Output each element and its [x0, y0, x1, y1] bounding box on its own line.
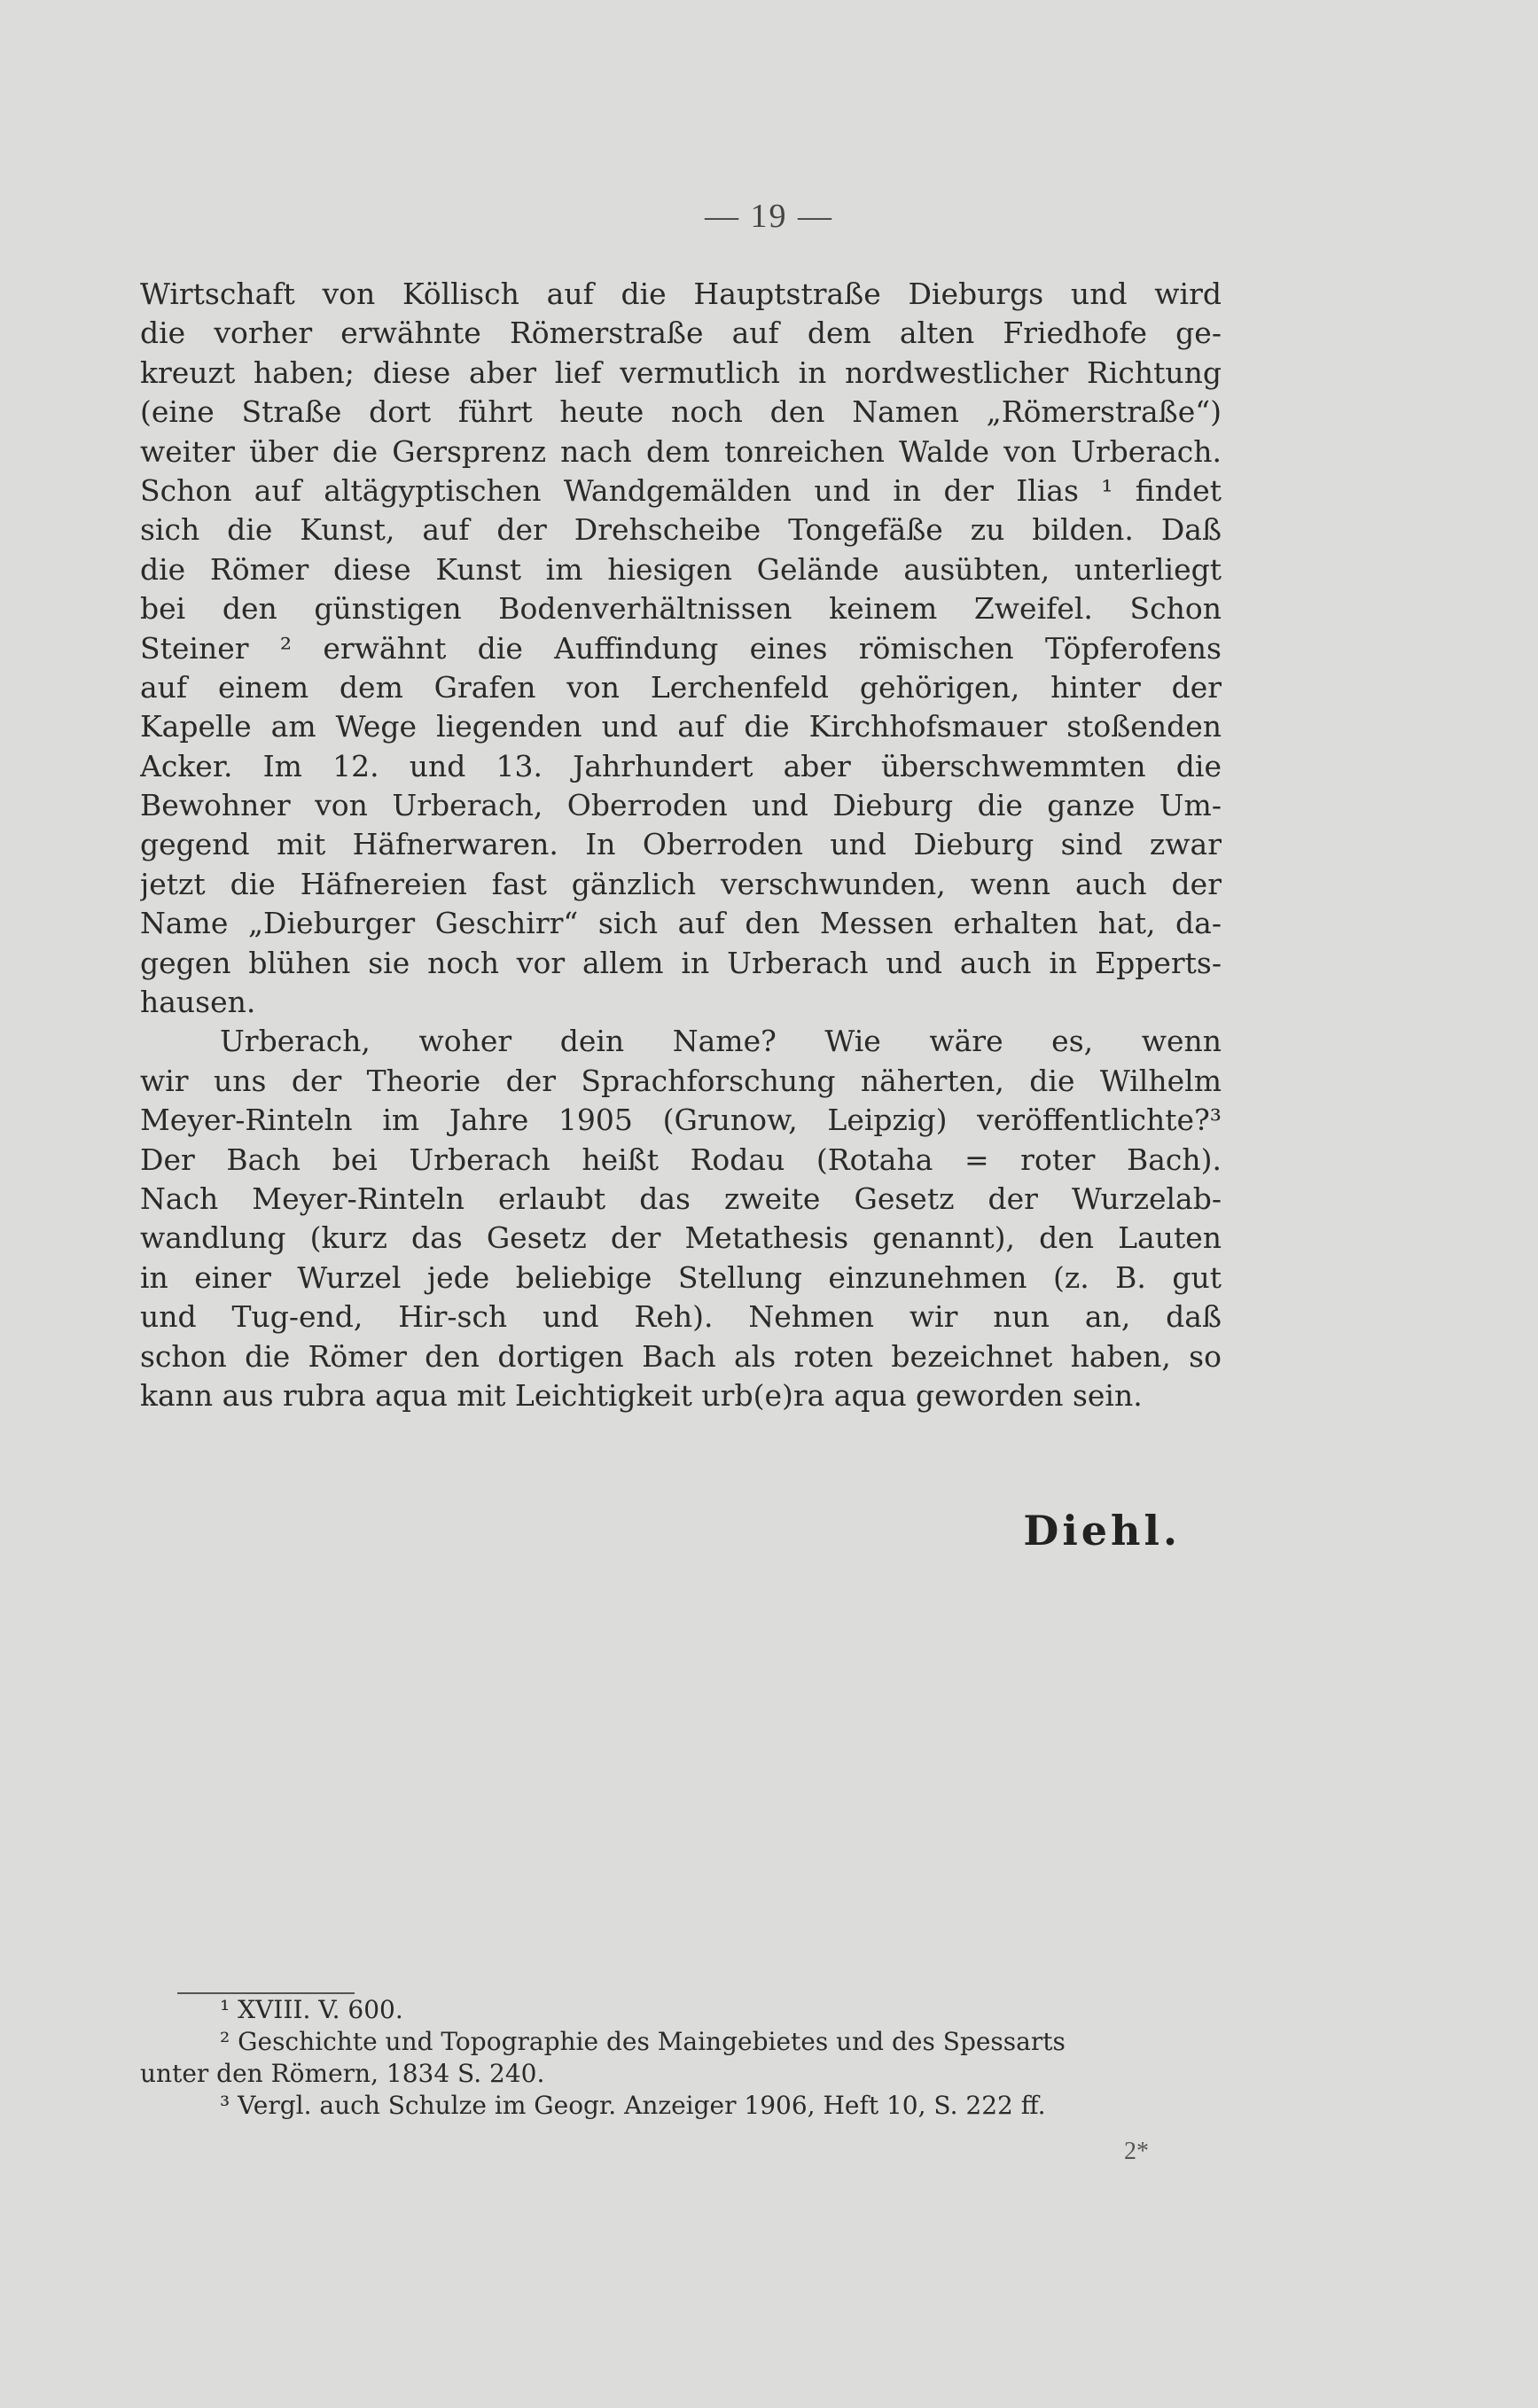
footnote-1: ¹ XVIII. V. 600.: [220, 1995, 403, 2024]
text-line: Wirtschaft von Köllisch auf die Hauptstraße Dieburgs und wird: [140, 277, 1222, 311]
footnote-2-continuation: unter den Römern, 1834 S. 240.: [140, 2059, 545, 2088]
page-number: — 19 —: [705, 198, 833, 235]
sheet-signature-mark: 2*: [1124, 2138, 1149, 2165]
text-line: Schon auf altägyptischen Wandgemälden und in der Ilias ¹ findet: [140, 472, 1222, 508]
text-line: Nach Meyer-Rinteln erlaubt das zweite Gesetz der Wurzelab-: [140, 1181, 1222, 1216]
text-line: gegen blühen sie noch vor allem in Urberach und auch in Epperts-: [140, 945, 1222, 980]
text-line: Der Bach bei Urberach heißt Rodau (Rotaha = roter Bach).: [140, 1142, 1222, 1177]
text-line: hausen.: [140, 985, 256, 1020]
text-line: Acker. Im 12. und 13. Jahrhundert aber überschwemmten die: [140, 748, 1222, 783]
text-line: Name „Dieburger Geschirr“ sich auf den Messen erhalten hat, da-: [140, 906, 1222, 941]
text-line: die vorher erwähnte Römerstraße auf dem alten Friedhofe ge-: [140, 316, 1222, 351]
text-line: weiter über die Gersprenz nach dem tonreichen Walde von Urberach.: [140, 433, 1222, 469]
text-line-paragraph-start: Urberach, woher dein Name? Wie wäre es, wenn: [220, 1024, 1222, 1059]
footnote-3: ³ Vergl. auch Schulze im Geogr. Anzeiger 1906, Heft 10, S. 222 ff.: [220, 2091, 1046, 2120]
text-line: Steiner ² erwähnt die Auffindung eines römischen Töpferofens: [140, 630, 1222, 666]
body-text: [140, 275, 1222, 1415]
text-line: wandlung (kurz das Gesetz der Metathesis genannt), den Lauten: [140, 1220, 1222, 1256]
text-line: kann aus rubra aqua mit Leichtigkeit urb(e)ra aqua geworden sein.: [140, 1377, 1143, 1413]
text-line: wir uns der Theorie der Sprachforschung näherten, die Wilhelm: [140, 1063, 1222, 1098]
text-line: die Römer diese Kunst im hiesigen Gelände ausübten, unterliegt: [140, 551, 1222, 587]
author-signature: Diehl.: [1023, 1507, 1181, 1555]
text-line: Kapelle am Wege liegenden und auf die Kirchhofsmauer stoßenden: [140, 709, 1222, 744]
text-line: schon die Römer den dortigen Bach als roten bezeichnet haben, so: [140, 1338, 1222, 1374]
text-line: gegend mit Häfnerwaren. In Oberroden und Dieburg sind zwar: [140, 827, 1222, 862]
footnote-2: ² Geschichte und Topographie des Maingebietes und des Spessarts: [220, 2027, 1066, 2056]
text-line: auf einem dem Grafen von Lerchenfeld gehörigen, hinter der: [140, 669, 1222, 705]
text-line: Bewohner von Urberach, Oberroden und Dieburg die ganze Um-: [140, 788, 1222, 823]
text-line: in einer Wurzel jede beliebige Stellung einzunehmen (z. B. gut: [140, 1259, 1222, 1295]
text-line: jetzt die Häfnereien fast gänzlich verschwunden, wenn auch der: [140, 866, 1222, 901]
text-line: sich die Kunst, auf der Drehscheibe Tongefäße zu bilden. Daß: [140, 512, 1222, 548]
footnotes: [140, 1994, 1222, 2122]
text-line: und Tug-end, Hir-sch und Reh). Nehmen wir nun an, daß: [140, 1299, 1222, 1335]
text-line: bei den günstigen Bodenverhältnissen keinem Zweifel. Schon: [140, 591, 1222, 627]
text-line: (eine Straße dort führt heute noch den Namen „Römerstraße“): [140, 394, 1222, 430]
text-line: Meyer-Rinteln im Jahre 1905 (Grunow, Leipzig) veröffentlichte?³: [140, 1103, 1222, 1138]
text-line: kreuzt haben; diese aber lief vermutlich in nordwestlicher Richtung: [140, 355, 1222, 390]
